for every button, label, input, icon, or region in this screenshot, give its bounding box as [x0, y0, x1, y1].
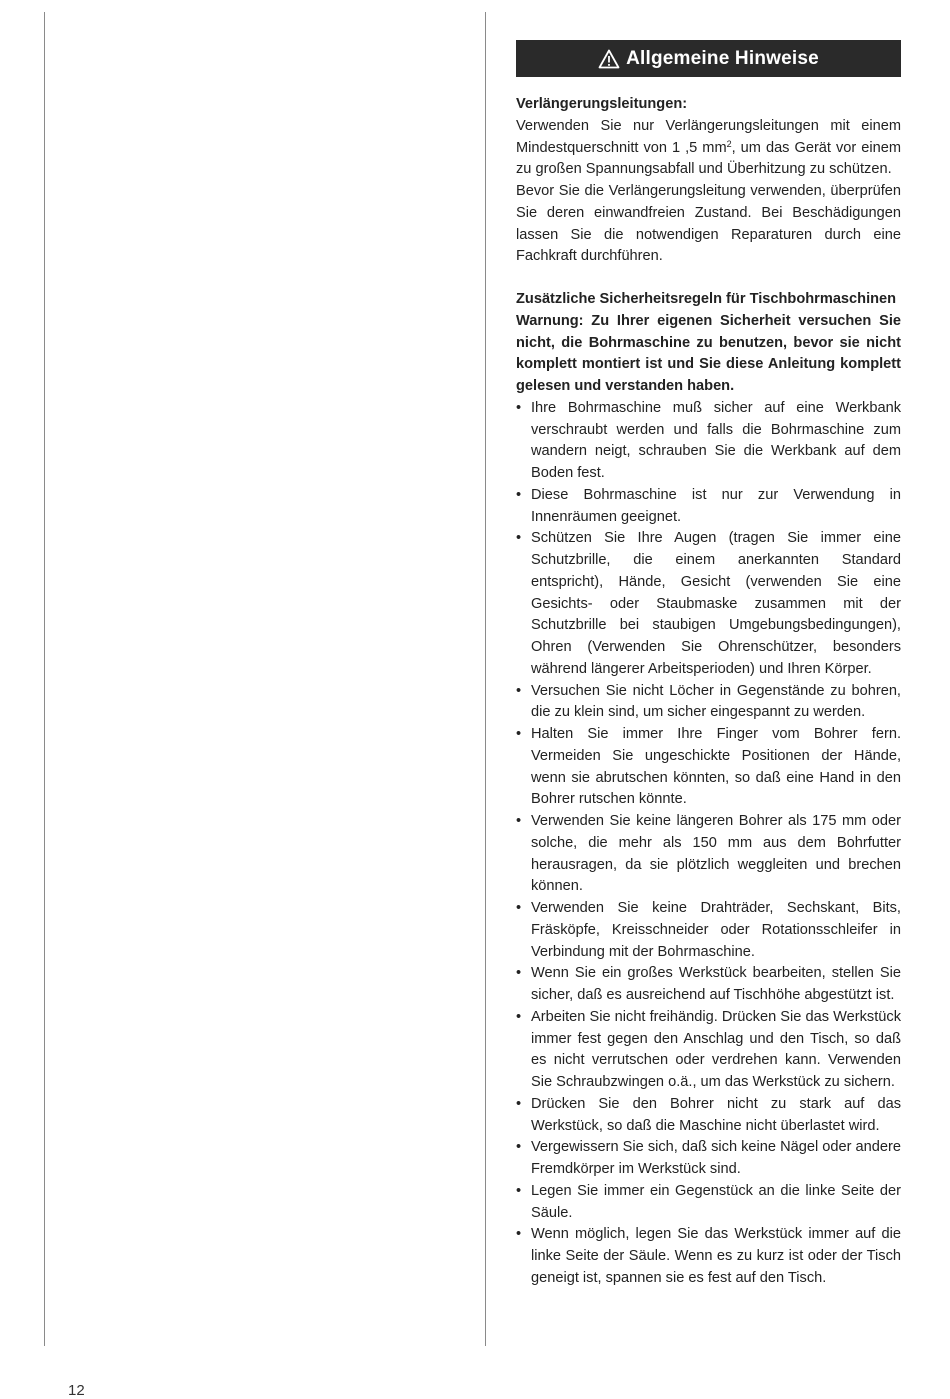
- column-divider-rule: [485, 12, 486, 1346]
- list-item: [516, 485, 901, 529]
- list-item-text: Drücken Sie den Bohrer nicht zu stark auf das Werkstück, so daß die Maschine nicht überlastet wird.: [531, 1095, 901, 1134]
- bullet-icon: •: [516, 1182, 522, 1199]
- list-item: [516, 963, 901, 1007]
- superscript: 2: [726, 138, 732, 149]
- section-title-bar: [516, 40, 901, 77]
- list-item-text: Halten Sie immer Ihre Finger vom Bohrer fern. Vermeiden Sie ungeschickte Positionen der Hände, wenn sie abrutschen könnten, so daß eine Hand in den Bohrer rutschen könnte.: [531, 726, 901, 808]
- list-item: [516, 1007, 901, 1094]
- list-item: [516, 1137, 901, 1181]
- list-item-text: Wenn möglich, legen Sie das Werkstück immer auf die linke Seite der Säule. Wenn es zu kurz ist oder der Tisch geneigt ist, spannen sie es fest auf den Tisch.: [531, 1226, 901, 1286]
- list-item-text: Legen Sie immer ein Gegenstück an die linke Seite der Säule.: [531, 1182, 901, 1221]
- list-item-text: Verwenden Sie keine längeren Bohrer als 175 mm oder solche, die mehr als 150 mm aus dem Bohrfutter herausragen, da sie plötzlich weggleiten und brechen können.: [531, 813, 901, 895]
- bullet-icon: •: [516, 900, 522, 916]
- section-title: Allgemeine Hinweise: [626, 47, 819, 69]
- extension-paragraph-1: [516, 116, 901, 181]
- bullet-icon: •: [516, 682, 522, 699]
- warning-triangle-icon: [598, 49, 620, 69]
- list-item: [516, 898, 901, 963]
- list-item-text: Versuchen Sie nicht Löcher in Gegenstände zu bohren, die zu klein sind, um sicher eingespannt zu werden.: [531, 682, 901, 721]
- bullet-icon: •: [516, 1226, 522, 1243]
- list-item: [516, 1181, 901, 1225]
- bullet-icon: •: [516, 965, 522, 982]
- bullet-icon: •: [516, 1008, 522, 1025]
- extension-heading: Verlängerungsleitungen:: [516, 96, 688, 112]
- bullet-icon: •: [516, 399, 522, 416]
- bullet-icon: •: [516, 1095, 522, 1112]
- list-item: [516, 398, 901, 485]
- extension-p1-text: Verwenden Sie nur Verlängerungsleitungen mit einem Mindestquerschnitt von 1 ,5 mm: [516, 117, 901, 156]
- right-text-column: [516, 40, 901, 1290]
- list-item: [516, 1224, 901, 1289]
- list-item-text: Verwenden Sie keine Drahträder, Sechskant, Bits, Fräsköpfe, Kreisschneider oder Rotationsschleifer in Verbindung mit der Bohrmaschine.: [531, 900, 901, 960]
- safety-warning: Warnung: Zu Ihrer eigenen Sicherheit versuchen Sie nicht, die Bohrmaschine zu benutzen, bevor sie nicht komplett montiert ist und Sie diese Anleitung komplett gelesen und verstanden haben.: [516, 312, 901, 394]
- safety-list: [516, 398, 901, 1290]
- extension-paragraph-2: Bevor Sie die Verlängerungsleitung verwenden, überprüfen Sie deren einwandfreien Zustand. Bei Beschädigungen lassen Sie die notwendigen Reparaturen durch eine Fachkraft durchführen.: [516, 183, 901, 265]
- list-item: [516, 681, 901, 725]
- list-item-text: Diese Bohrmaschine ist nur zur Verwendung in Innenräumen geeignet.: [531, 486, 901, 525]
- list-item-text: Arbeiten Sie nicht freihändig. Drücken Sie das Werkstück immer fest gegen den Anschlag und den Tisch, so daß es nicht verrutschen oder verdrehen kann. Verwenden Sie Schraubzwingen o.ä., um das Werkstück zu sichern.: [531, 1008, 901, 1090]
- bullet-icon: •: [516, 1139, 522, 1156]
- list-item: [516, 811, 901, 898]
- bullet-icon: •: [516, 813, 522, 829]
- page-number: 12: [68, 1382, 85, 1399]
- list-item-text: Schützen Sie Ihre Augen (tragen Sie immer eine Schutzbrille, die einem anerkannten Standard entspricht), Hände, Gesicht (verwenden Sie eine Gesichts- oder Staubmaske zusammen mit der Schutzbrille bei staubigen Umgebungsbedingungen), Ohren (Verwenden Sie Ohrenschützer, besonders während längerer Arbeitsperioden) und Ihren Körper.: [531, 530, 901, 677]
- list-item: [516, 1094, 901, 1138]
- extension-cords-section: [516, 94, 901, 268]
- list-item: [516, 724, 901, 811]
- safety-heading: Zusätzliche Sicherheitsregeln für Tischbohrmaschinen: [516, 291, 897, 307]
- list-item-text: Ihre Bohrmaschine muß sicher auf eine Werkbank verschraubt werden und falls die Bohrmaschine zum wandern neigt, schrauben Sie die Werkbank auf dem Boden fest.: [531, 399, 901, 481]
- safety-rules-section: [516, 289, 901, 1290]
- bullet-icon: •: [516, 530, 522, 547]
- bullet-icon: •: [516, 486, 522, 503]
- list-item-text: Vergewissern Sie sich, daß sich keine Nägel oder andere Fremdkörper im Werkstück sind.: [531, 1139, 901, 1177]
- list-item: [516, 528, 901, 680]
- extension-p1-text-end: , um das Gerät vor einem zu großen Spannungsabfall und Überhitzung zu schützen.: [516, 139, 901, 178]
- list-item-text: Wenn Sie ein großes Werkstück bearbeiten, stellen Sie sicher, daß es ausreichend auf Tischhöhe abgestützt ist.: [531, 965, 901, 1003]
- left-margin-rule: [44, 12, 45, 1346]
- bullet-icon: •: [516, 726, 522, 742]
